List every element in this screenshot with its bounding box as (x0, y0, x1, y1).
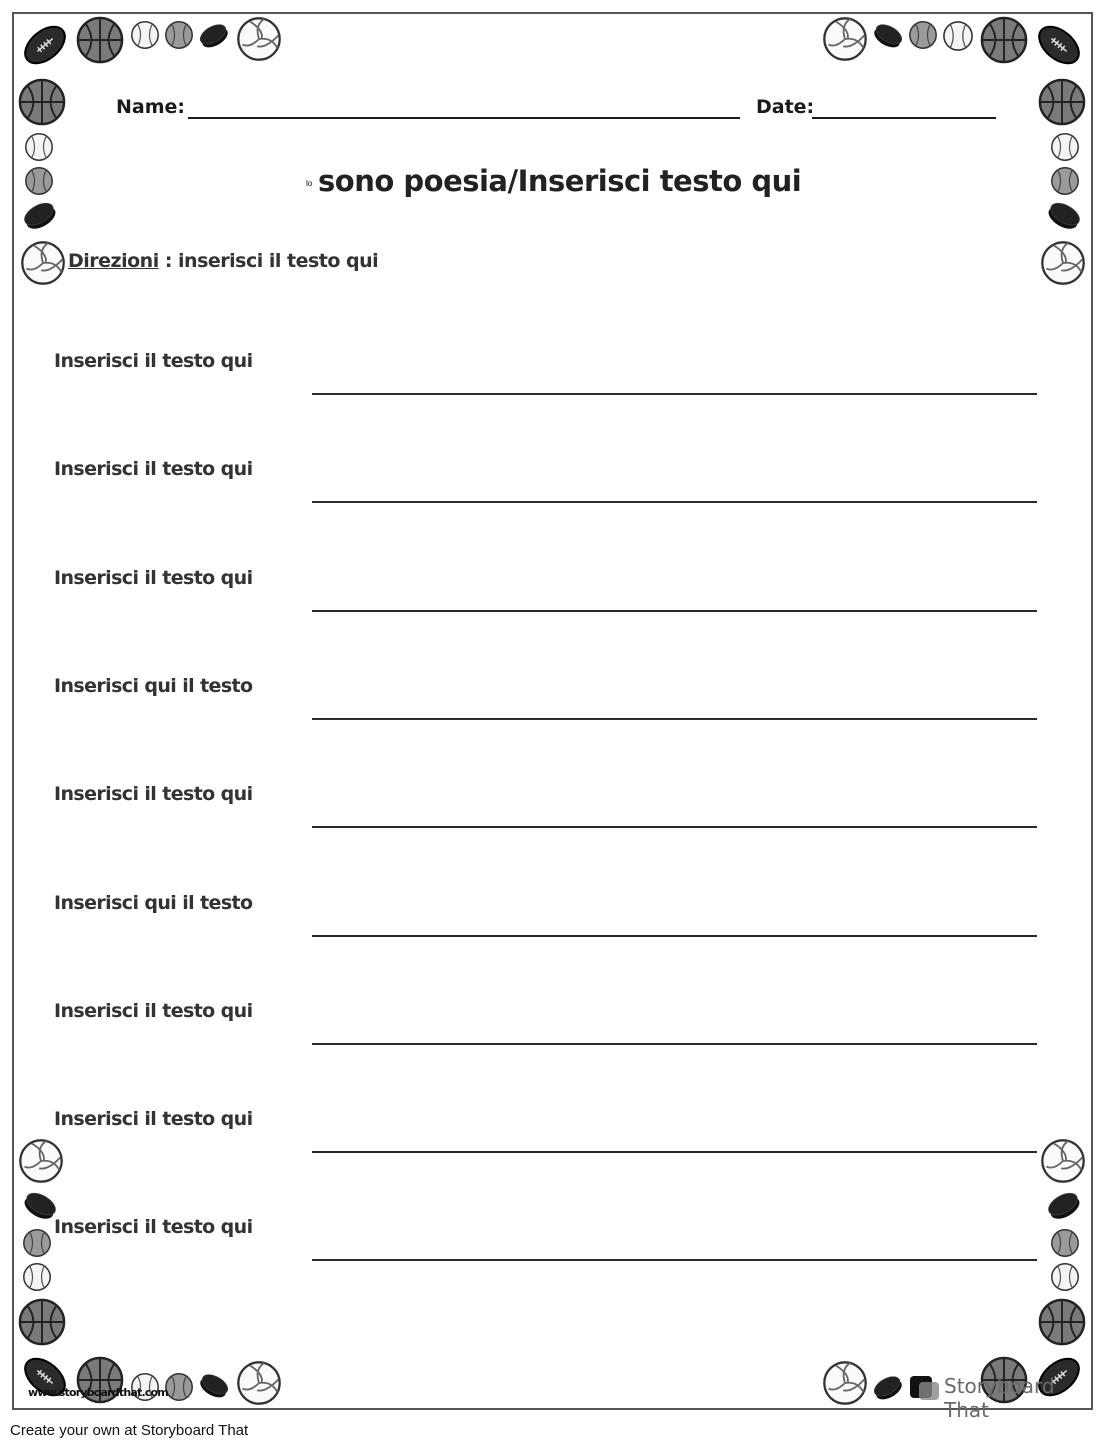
hockey-puck-icon (1046, 1188, 1082, 1224)
basketball-icon (18, 78, 66, 126)
logo-text: Storyboard That (944, 1374, 1055, 1422)
volleyball-icon (236, 16, 282, 62)
name-date-bar (116, 96, 996, 122)
row-label: Inserisci il testo qui (54, 783, 253, 806)
football-icon (1034, 20, 1084, 70)
volleyball-icon (822, 16, 868, 62)
volleyball-icon (1040, 240, 1086, 286)
baseball-icon (24, 132, 54, 162)
softball-icon (164, 1372, 194, 1402)
hockey-puck-icon (22, 198, 58, 234)
softball-icon (164, 20, 194, 50)
title-prefix: Io (305, 178, 313, 188)
row-label: Inserisci il testo qui (54, 1108, 253, 1131)
row-label: Inserisci qui il testo (54, 891, 253, 914)
hockey-puck-icon (872, 1372, 904, 1404)
row-label: Inserisci il testo qui (54, 458, 253, 481)
date-label: Date: (756, 96, 815, 118)
directions (68, 250, 378, 272)
football-icon (20, 20, 70, 70)
name-label: Name: (116, 96, 186, 118)
row-label: Inserisci il testo qui (54, 566, 253, 589)
volleyball-icon (18, 1138, 64, 1184)
watermark-url: www.storyboardthat.com (28, 1386, 168, 1399)
baseball-icon (130, 20, 160, 50)
title-text: sono poesia/Inserisci testo qui (318, 164, 802, 198)
hockey-puck-icon (872, 20, 904, 52)
answer-line (312, 718, 1037, 720)
basketball-icon (980, 16, 1028, 64)
worksheet-page (12, 12, 1093, 1410)
footer-text: Create your own at Storyboard That (10, 1422, 249, 1439)
answer-line (312, 1043, 1037, 1045)
row-label: Inserisci qui il testo (54, 674, 253, 697)
hockey-puck-icon (198, 20, 230, 52)
hockey-puck-icon (198, 1370, 230, 1402)
answer-line (312, 1259, 1037, 1261)
volleyball-icon (822, 1360, 868, 1406)
directions-separator: : (158, 250, 179, 272)
row-label: Inserisci il testo qui (54, 1216, 253, 1239)
softball-icon (22, 1228, 52, 1258)
basketball-icon (1038, 1298, 1086, 1346)
hockey-puck-icon (22, 1188, 58, 1224)
basketball-icon (1038, 78, 1086, 126)
answer-line (312, 610, 1037, 612)
answer-line (312, 935, 1037, 937)
answer-line (312, 393, 1037, 395)
answer-line (312, 826, 1037, 828)
logo-mark-shadow-icon (919, 1382, 939, 1400)
date-line (812, 117, 996, 119)
row-label: Inserisci il testo qui (54, 999, 253, 1022)
baseball-icon (1050, 132, 1080, 162)
volleyball-icon (20, 240, 66, 286)
row-label: Inserisci il testo qui (54, 350, 253, 372)
volleyball-icon (236, 1360, 282, 1406)
storyboardthat-logo (910, 1374, 1080, 1422)
page-title (0, 164, 1107, 198)
directions-label: Direzioni (68, 250, 159, 272)
directions-text: inserisci il testo qui (178, 250, 379, 272)
basketball-icon (76, 16, 124, 64)
answer-line (312, 501, 1037, 503)
name-line (188, 117, 740, 119)
softball-icon (1050, 1228, 1080, 1258)
basketball-icon (18, 1298, 66, 1346)
answer-line (312, 1151, 1037, 1153)
baseball-icon (942, 20, 974, 52)
softball-icon (908, 20, 938, 50)
baseball-icon (22, 1262, 52, 1292)
hockey-puck-icon (1046, 198, 1082, 234)
volleyball-icon (1040, 1138, 1086, 1184)
baseball-icon (1050, 1262, 1080, 1292)
